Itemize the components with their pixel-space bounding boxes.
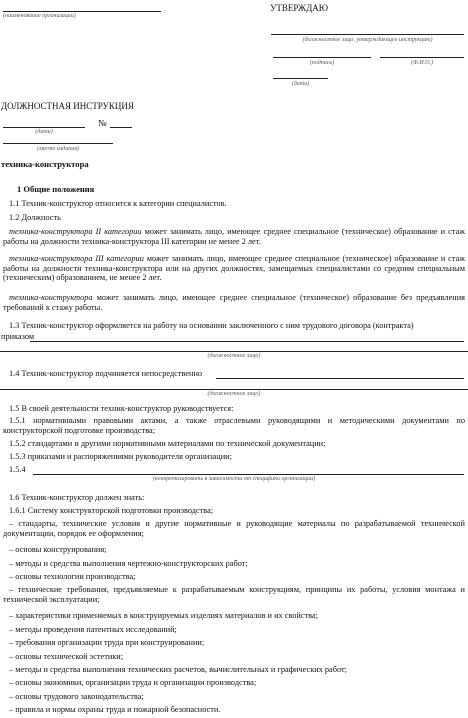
org-name-line	[3, 11, 161, 12]
specify-line	[33, 474, 464, 475]
approval-date-caption: (дата)	[291, 81, 310, 87]
para-1-3: 1.3 Техник-конструктор оформляется на работу на основании заключенного с ним трудового договора (контракта)	[9, 321, 414, 330]
para-1-6-1: 1.6.1 Систему конструкторской подготовки производства;	[9, 506, 214, 515]
bullet-item: – требования организации труда при конструировании;	[9, 638, 205, 647]
doc-number-line	[110, 127, 132, 128]
bullet-item: – методы и средства выполнения чертежно-конструкторских работ;	[9, 559, 248, 568]
approval-date-line	[273, 78, 328, 79]
bullet-item: – технические требования, предъявляемые к разрабатываемым конструкциям, принципы их работы, условия монтажа и технической эксплуатации;	[3, 585, 465, 604]
para-1-5: 1.5 В своей деятельности техник-конструктор руководствуется:	[9, 404, 234, 413]
doc-place-line	[3, 143, 113, 144]
para-1-4: 1.4 Техник-конструктор подчиняется непосредственно	[9, 369, 203, 378]
approve-title: УТВЕРЖДАЮ	[270, 3, 329, 13]
para-1-6: 1.6 Техник-конструктор должен знать:	[9, 493, 145, 502]
order-line-2	[0, 351, 468, 352]
bullet-item: – основы трудового законодательства;	[9, 692, 144, 701]
no-cat-term: техника-конструктора	[9, 293, 93, 302]
section-1-title: 1 Общие положения	[17, 184, 95, 194]
bullet-item: – основы конструирования;	[9, 545, 107, 554]
bullet-item: – стандарты, технические условия и другие нормативные и руководящие материалы по разрабатываемой технической документации, порядок ее оформления;	[3, 519, 465, 538]
official-caption-2: (должностное лицо)	[207, 391, 261, 397]
para-cat-2	[3, 227, 465, 246]
fio-caption: (Ф.И.О.)	[411, 60, 433, 66]
bullet-item: – методы и средства выполнения технических расчетов, вычислительных и графических работ;	[9, 665, 347, 674]
org-caption: (наименование организации)	[3, 13, 76, 19]
doc-place-caption: (место издания)	[37, 146, 79, 152]
bullet-item: – основы экономики, организации труда и организации производства;	[9, 678, 257, 687]
official-caption-1: (должностное лицо)	[207, 353, 261, 359]
bullet-item: – методы проведения патентных исследований;	[9, 625, 177, 634]
no-cat-text: может занимать лицо, имеющее среднее специальное (техническое) образование без предъявления требований к стажу работы.	[3, 293, 465, 312]
para-1-5-1: 1.5.1 нормативными правовыми актами, а также отраслевыми руководящими и методическими документами по конструкторской подготовке производства;	[3, 416, 465, 435]
order-line	[30, 341, 464, 342]
bullet-item: – основы технической эстетики;	[9, 652, 124, 661]
approver-position-caption: (должностное лицо, утверждающее инструкцию)	[302, 37, 433, 43]
para-1-5-4: 1.5.4	[9, 465, 26, 474]
fio-line	[380, 57, 464, 58]
supervisor-line	[216, 378, 464, 379]
para-1-5-2: 1.5.2 стандартами и другими нормативными материалами по технической документации;	[9, 439, 326, 448]
supervisor-line-2	[0, 389, 468, 390]
doc-date-caption: (дата)	[35, 129, 53, 135]
doc-date-line	[3, 127, 85, 128]
para-1-1: 1.1 Техник-конструктор относится к категории специалистов.	[9, 199, 227, 208]
cat-2-term: техника-конструктора II категории	[9, 227, 142, 236]
specify-caption: (конкретизировать в зависимости от специфики организации)	[152, 476, 316, 482]
para-cat-3	[3, 254, 465, 283]
approver-position-line	[271, 34, 464, 35]
doc-subject: техника-конструктора	[1, 159, 89, 169]
para-no-cat	[3, 293, 465, 312]
cat-2-text: может занимать лицо, имеющее среднее специальное (техническое) образование и стаж работы на должности техника-конструктора III категории не менее 2 лет.	[3, 227, 465, 246]
cat-3-term: техника-конструктора III категории	[9, 254, 144, 263]
bullet-item: – характеристики применяемых в конструируемых изделиях материалов и их свойства;	[9, 611, 318, 620]
bullet-item: – основы технологии производства;	[9, 572, 136, 581]
para-1-2: 1.2 Должность	[9, 213, 61, 222]
doc-number-label: №	[98, 118, 107, 128]
doc-title: ДОЛЖНОСТНАЯ ИНСТРУКЦИЯ	[1, 101, 134, 111]
para-1-3-order: приказом	[1, 332, 35, 341]
signature-caption: (подпись)	[309, 60, 335, 66]
bullet-item: – правила и нормы охраны труда и пожарной безопасности.	[9, 705, 221, 714]
para-1-5-3: 1.5.3 приказами и распоряжениями руководителя организации;	[9, 452, 232, 461]
signature-line	[273, 57, 371, 58]
cat-3-text: может занимать лицо, имеющее среднее специальное (техническое) образование и стаж работы на должности техника-конструктора или на других должностях, замещаемых специалистами со средним специальным (техническим) образованием, не менее 2 лет.	[3, 254, 466, 283]
